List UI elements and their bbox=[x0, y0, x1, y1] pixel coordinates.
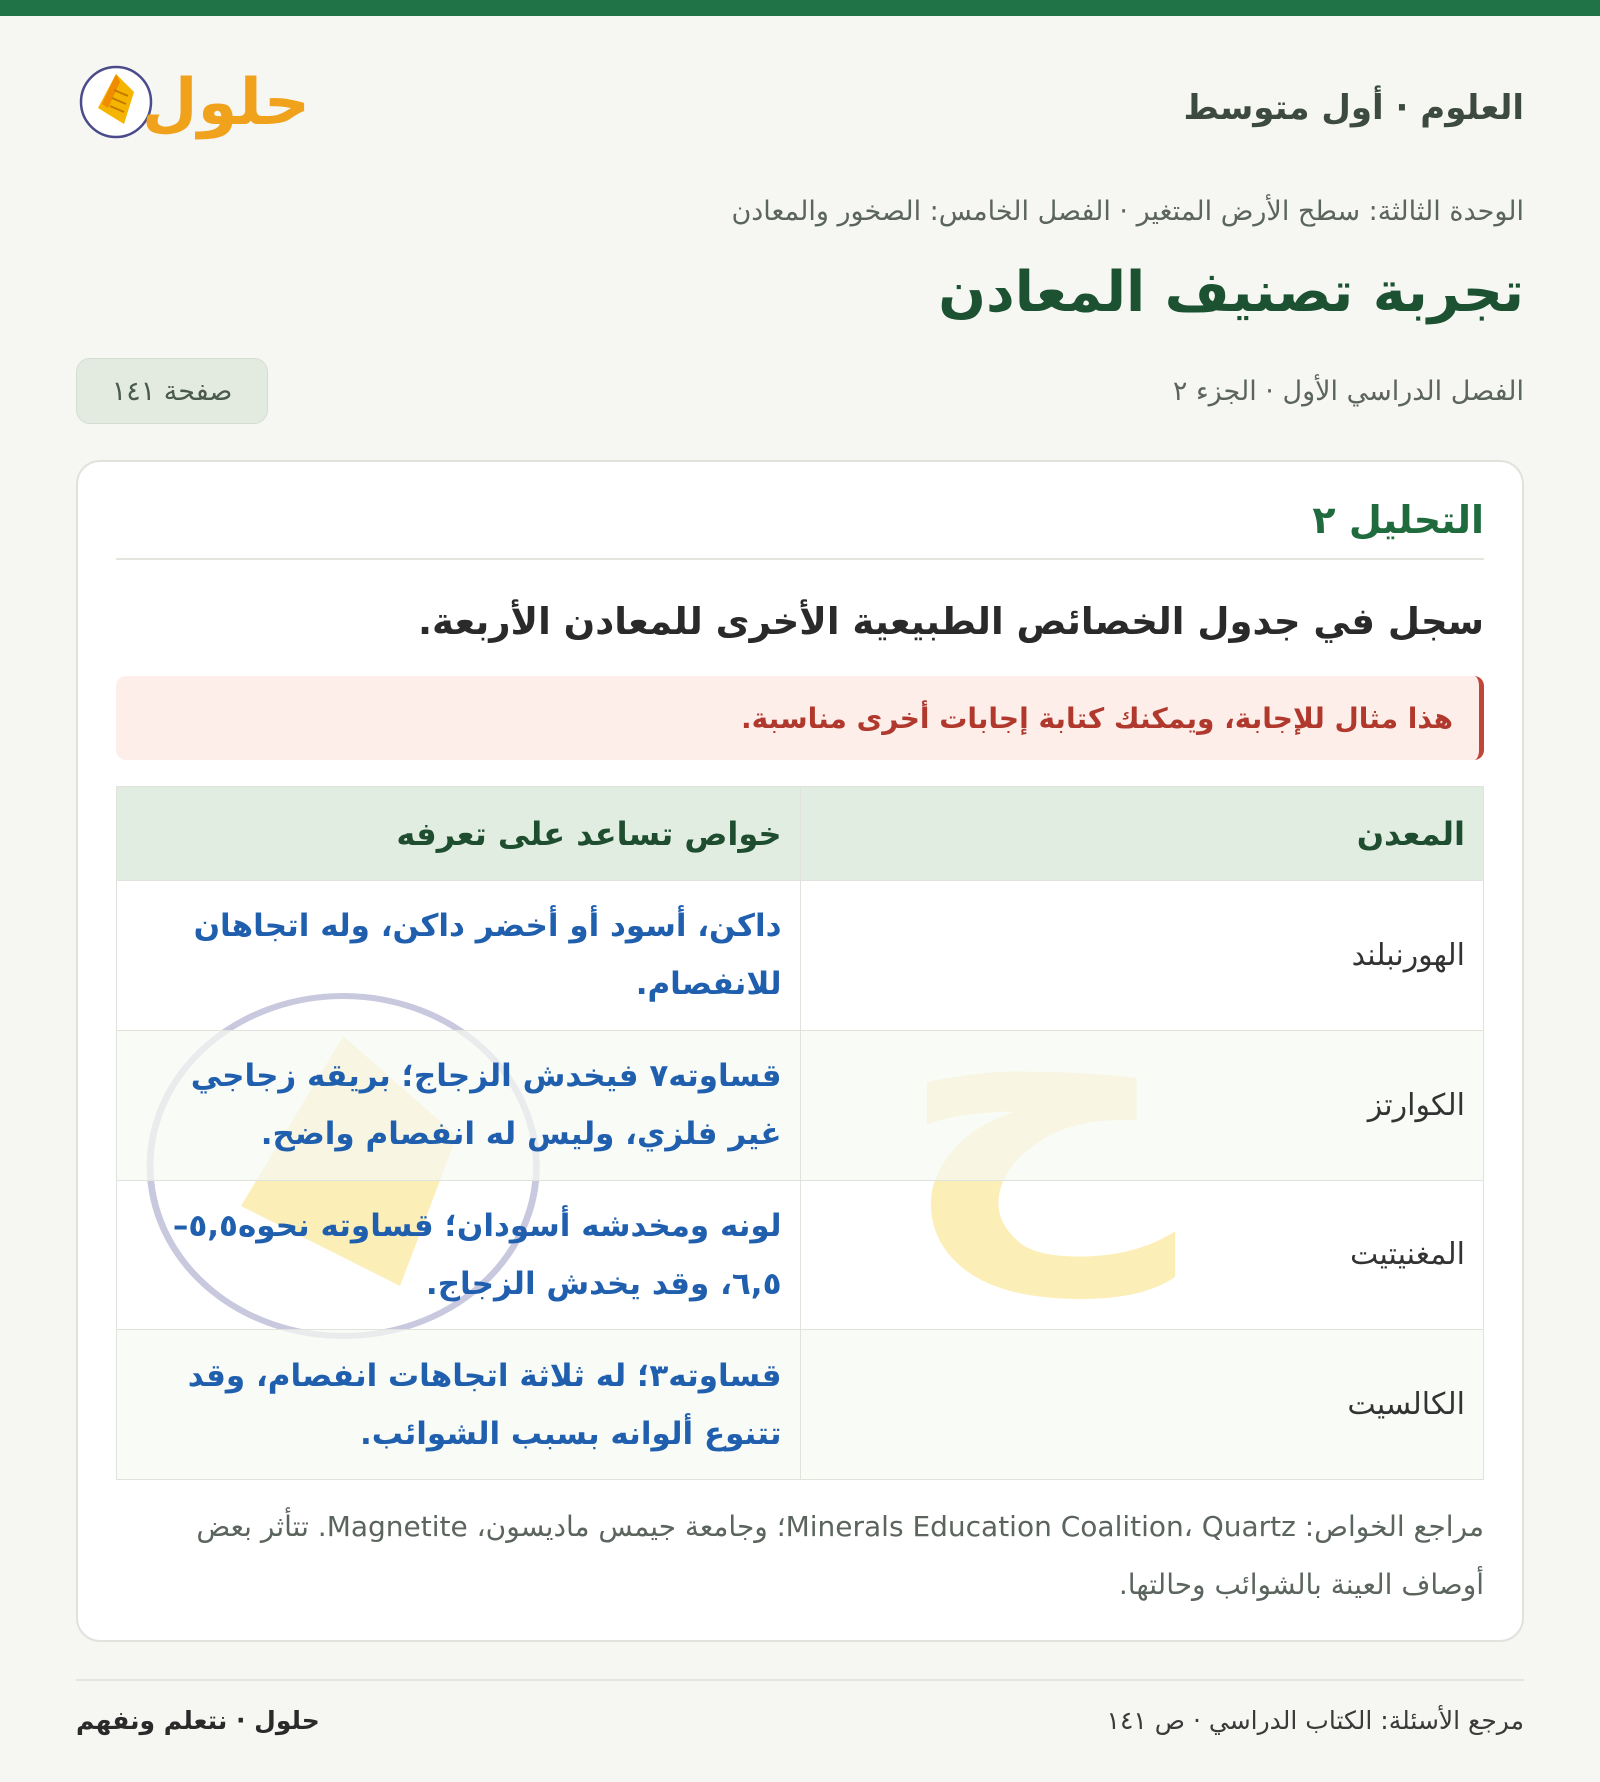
mineral-name: الهورنبلند bbox=[800, 881, 1484, 1031]
page-number-badge: صفحة ١٤١ bbox=[76, 358, 268, 424]
top-accent-bar bbox=[0, 0, 1600, 16]
table-row bbox=[117, 1030, 1484, 1180]
table-row bbox=[117, 1330, 1484, 1480]
mineral-name: الكوارتز bbox=[800, 1030, 1484, 1180]
header bbox=[76, 52, 1524, 162]
footer-reference: مرجع الأسئلة: الكتاب الدراسي · ص ١٤١ bbox=[1106, 1706, 1524, 1735]
table-row bbox=[117, 881, 1484, 1031]
column-header-properties: خواص تساعد على تعرفه bbox=[117, 787, 801, 881]
mineral-properties: لونه ومخدشه أسودان؛ قساوته نحوه٥,٥–٦,٥، وقد يخدش الزجاج. bbox=[117, 1180, 801, 1330]
answer-card bbox=[76, 460, 1524, 1642]
unit-breadcrumb: الوحدة الثالثة: سطح الأرض المتغير · الفصل الخامس: الصخور والمعادن bbox=[731, 196, 1524, 227]
section-title: التحليل ٢ bbox=[1312, 498, 1484, 542]
page-title: تجربة تصنيف المعادن bbox=[938, 260, 1524, 325]
minerals-table bbox=[116, 786, 1484, 1480]
logo-text: حلول bbox=[142, 66, 310, 140]
hulul-logo[interactable] bbox=[76, 52, 336, 162]
table-header-row bbox=[117, 787, 1484, 881]
mineral-properties: داكن، أسود أو أخضر داكن، وله اتجاهان للانفصام. bbox=[117, 881, 801, 1031]
mineral-name: المغنيتيت bbox=[800, 1180, 1484, 1330]
notice-text: هذا مثال للإجابة، ويمكنك كتابة إجابات أخرى مناسبة. bbox=[741, 701, 1453, 735]
footer-brand[interactable]: حلول · نتعلم ونفهم bbox=[76, 1706, 320, 1735]
subject-label: العلوم · أول متوسط bbox=[1183, 88, 1524, 128]
table-row bbox=[117, 1180, 1484, 1330]
example-answer-notice bbox=[116, 676, 1484, 760]
book-icon bbox=[76, 52, 336, 162]
references-note: مراجع الخواص: Minerals Education Coalition، Quartz؛ وجامعة جيمس ماديسون، Magnetite. تتأثر بعض أوصاف العينة بالشوائب وحالتها. bbox=[196, 1510, 1484, 1601]
footer-divider bbox=[76, 1679, 1524, 1681]
minerals-table-wrapper bbox=[116, 786, 1484, 1480]
column-header-mineral: المعدن bbox=[800, 787, 1484, 881]
mineral-properties: قساوته٣؛ له ثلاثة اتجاهات انفصام، وقد تتنوع ألوانه بسبب الشوائب. bbox=[117, 1330, 801, 1480]
question-text: سجل في جدول الخصائص الطبيعية الأخرى للمعادن الأربعة. bbox=[417, 600, 1484, 643]
mineral-properties: قساوته٧ فيخدش الزجاج؛ بريقه زجاجي غير فلزي، وليس له انفصام واضح. bbox=[117, 1030, 801, 1180]
mineral-name: الكالسيت bbox=[800, 1330, 1484, 1480]
semester-label: الفصل الدراسي الأول · الجزء ٢ bbox=[1172, 376, 1524, 407]
section-divider bbox=[116, 558, 1484, 560]
